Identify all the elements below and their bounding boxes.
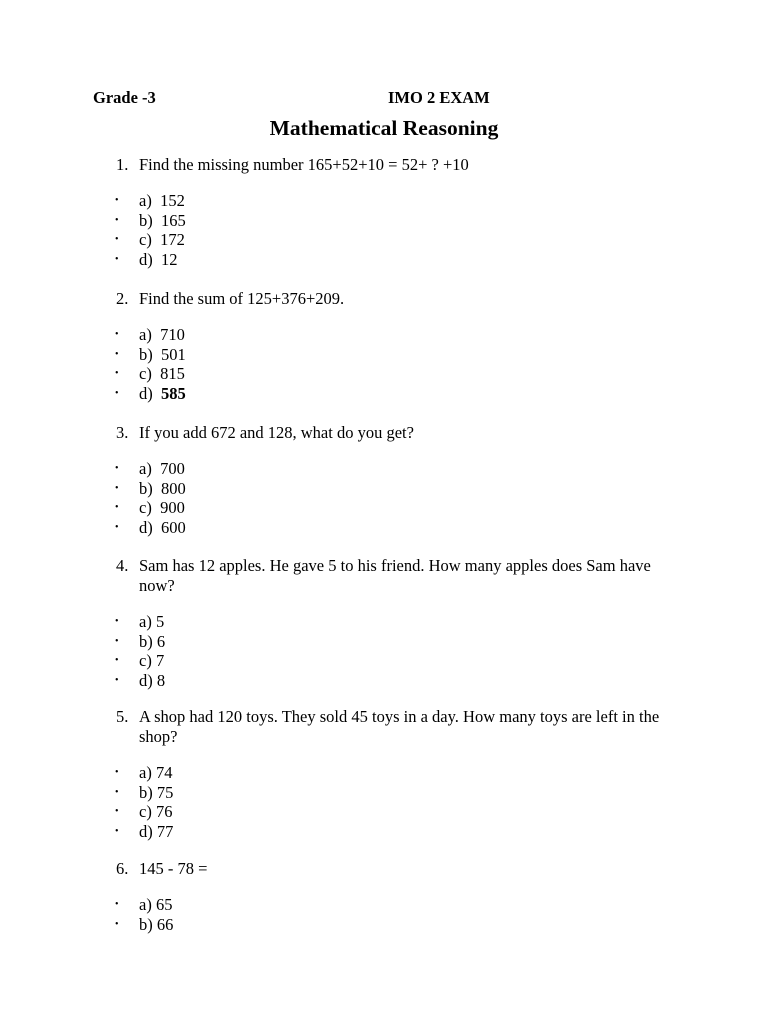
question-text: A shop had 120 toys. They sold 45 toys in a day. How many toys are left in the shop? xyxy=(139,707,660,746)
option-text: c) 76 xyxy=(139,802,173,822)
answer-option xyxy=(0,230,768,250)
answer-options xyxy=(0,191,768,270)
bullet-icon: • xyxy=(115,195,119,206)
question-number: 2. xyxy=(116,289,129,308)
bullet-icon: • xyxy=(115,655,119,667)
bullet-icon: • xyxy=(115,899,119,910)
answer-option xyxy=(0,895,768,915)
answer-option xyxy=(0,518,768,538)
question-number: 6. xyxy=(116,859,129,878)
question-text: Sam has 12 apples. He gave 5 to his friend. How many apples does Sam have now? xyxy=(139,556,651,595)
page-title: Mathematical Reasoning xyxy=(269,116,499,140)
bullet-icon: • xyxy=(115,918,119,930)
bullet-icon: • xyxy=(115,826,119,838)
option-text: c) 815 xyxy=(139,364,185,384)
answer-options xyxy=(0,763,768,842)
answer-option xyxy=(0,479,768,499)
answer-option xyxy=(0,671,768,691)
option-text: b) 800 xyxy=(139,478,186,498)
question-stem xyxy=(0,556,768,596)
option-text: b) 66 xyxy=(139,914,174,934)
answer-option xyxy=(0,250,768,270)
option-text: c) 172 xyxy=(139,230,185,250)
answer-option xyxy=(0,822,768,842)
option-text: d) 600 xyxy=(139,518,186,538)
bullet-icon: • xyxy=(115,675,119,687)
answer-option xyxy=(0,325,768,345)
option-text: d) 77 xyxy=(139,822,174,842)
option-text: b) 6 xyxy=(139,631,166,651)
question-stem xyxy=(0,423,768,443)
option-text: b) 501 xyxy=(139,344,186,364)
bullet-icon: • xyxy=(115,635,119,647)
answer-option xyxy=(0,498,768,518)
bullet-icon: • xyxy=(115,806,119,818)
answer-options xyxy=(0,612,768,691)
answer-options xyxy=(0,459,768,538)
question-text: Find the missing number 165+52+10 = 52+ ? +10 xyxy=(139,155,469,174)
question-stem xyxy=(0,289,768,309)
exam-name: IMO 2 EXAM xyxy=(388,88,490,107)
question-2 xyxy=(0,289,768,404)
bullet-icon: • xyxy=(115,767,119,778)
bullet-icon: • xyxy=(115,463,119,474)
option-text: c) 7 xyxy=(139,651,165,671)
question-number: 3. xyxy=(116,423,129,442)
question-1 xyxy=(0,155,768,270)
question-stem xyxy=(0,155,768,175)
option-text: b) 75 xyxy=(139,782,174,802)
bullet-icon: • xyxy=(115,348,119,360)
question-number: 5. xyxy=(116,707,129,726)
answer-option xyxy=(0,632,768,652)
bullet-icon: • xyxy=(115,234,119,246)
answer-options xyxy=(0,895,768,934)
answer-option xyxy=(0,651,768,671)
question-number: 1. xyxy=(116,155,129,174)
option-text: a) 65 xyxy=(139,895,173,914)
bullet-icon: • xyxy=(115,786,119,798)
question-text: If you add 672 and 128, what do you get? xyxy=(139,423,414,442)
question-4 xyxy=(0,556,768,691)
question-3 xyxy=(0,423,768,538)
bullet-icon: • xyxy=(115,616,119,627)
answer-option-highlighted xyxy=(0,384,768,404)
option-letter: d) xyxy=(139,384,161,404)
answer-option xyxy=(0,763,768,783)
bullet-icon: • xyxy=(115,502,119,514)
option-text: a) 74 xyxy=(139,763,173,782)
question-6 xyxy=(0,859,768,934)
answer-options xyxy=(0,325,768,404)
answer-option xyxy=(0,191,768,211)
option-text: a) 152 xyxy=(139,191,185,210)
question-text: 145 - 78 = xyxy=(139,859,208,878)
bullet-icon: • xyxy=(115,482,119,494)
option-text: a) 5 xyxy=(139,612,165,631)
question-stem xyxy=(0,859,768,879)
answer-option xyxy=(0,783,768,803)
grade-label: Grade -3 xyxy=(93,88,156,107)
question-number: 4. xyxy=(116,556,129,575)
question-5 xyxy=(0,707,768,842)
answer-option xyxy=(0,211,768,231)
option-text: c) 900 xyxy=(139,498,185,518)
bullet-icon: • xyxy=(115,329,119,340)
answer-option xyxy=(0,612,768,632)
bullet-icon: • xyxy=(115,214,119,226)
bullet-icon: • xyxy=(115,254,119,266)
option-text: d) 8 xyxy=(139,671,166,691)
option-value-bold: 585 xyxy=(161,384,186,404)
option-text xyxy=(139,384,186,404)
bullet-icon: • xyxy=(115,522,119,534)
option-text: d) 12 xyxy=(139,250,178,270)
answer-option xyxy=(0,345,768,365)
question-text: Find the sum of 125+376+209. xyxy=(139,289,345,308)
answer-option xyxy=(0,915,768,935)
answer-option xyxy=(0,459,768,479)
answer-option xyxy=(0,364,768,384)
option-text: b) 165 xyxy=(139,210,186,230)
bullet-icon: • xyxy=(115,388,119,400)
question-stem xyxy=(0,707,768,747)
option-text: a) 700 xyxy=(139,459,185,478)
option-text: a) 710 xyxy=(139,325,185,344)
bullet-icon: • xyxy=(115,368,119,380)
answer-option xyxy=(0,802,768,822)
